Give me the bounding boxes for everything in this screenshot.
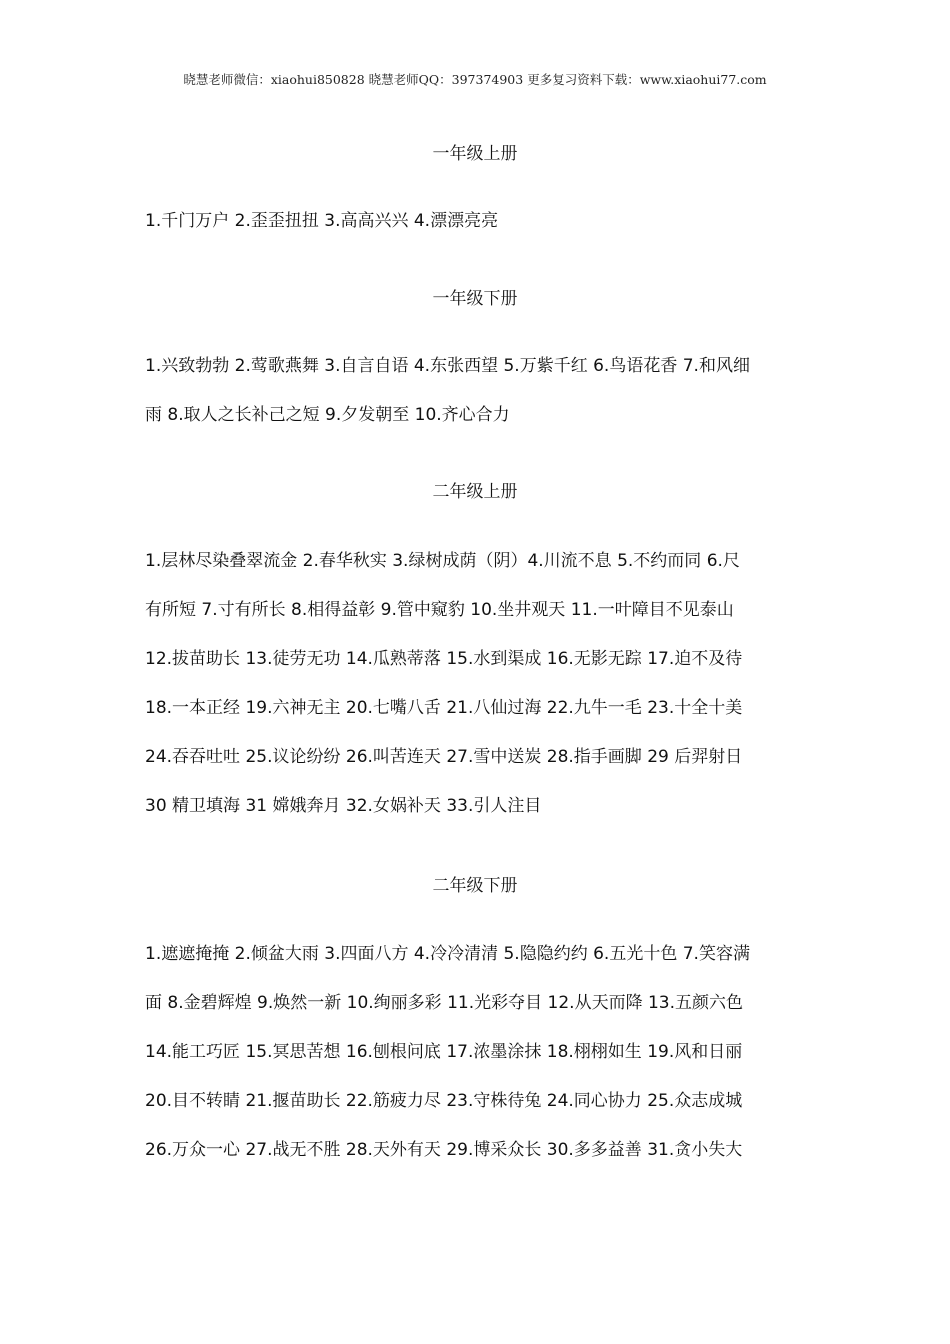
idiom-line: 26.万众一心 27.战无不胜 28.天外有天 29.博采众长 30.多多益善 31.贪小失大	[145, 1140, 743, 1160]
page-header: 晓慧老师微信：xiaohui850828 晓慧老师QQ：397374903 更多复习资料下载：www.xiaohui77.com	[183, 72, 767, 87]
idiom-line: 20.目不转睛 21.揠苗助长 22.筋疲力尽 23.守株待兔 24.同心协力 25.众志成城	[145, 1091, 743, 1111]
section-body-grade2-vol1	[145, 537, 805, 831]
idiom-line: 1.千门万户 2.歪歪扭扭 3.高高兴兴 4.漂漂亮亮	[145, 211, 499, 231]
section-title-grade1-vol1: 一年级上册	[432, 144, 518, 164]
idiom-line: 14.能工巧匠 15.冥思苦想 16.刨根问底 17.浓墨涂抹 18.栩栩如生 19.风和日丽	[145, 1042, 743, 1062]
section-title-grade2-vol1: 二年级上册	[432, 482, 518, 502]
idiom-line: 有所短 7.寸有所长 8.相得益彰 9.管中窥豹 10.坐井观天 11.一叶障目不见泰山	[145, 600, 734, 620]
idiom-line: 1.兴致勃勃 2.莺歌燕舞 3.自言自语 4.东张西望 5.万紫千红 6.鸟语花香 7.和风细	[145, 356, 750, 376]
section-title-grade1-vol2: 一年级下册	[432, 289, 518, 309]
section-body-grade1-vol2	[145, 342, 805, 440]
idiom-line: 面 8.金碧辉煌 9.焕然一新 10.绚丽多彩 11.光彩夺目 12.从天而降 13.五颜六色	[145, 993, 744, 1013]
section-body-grade2-vol2	[145, 930, 805, 1175]
section-body-grade1-vol1	[145, 197, 805, 246]
idiom-line: 24.吞吞吐吐 25.议论纷纷 26.叫苦连天 27.雪中送炭 28.指手画脚 29 后羿射日	[145, 747, 743, 767]
idiom-line: 1.层林尽染叠翠流金 2.春华秋实 3.绿树成荫（阴）4.川流不息 5.不约而同 6.尺	[145, 551, 740, 571]
section-title-grade2-vol2: 二年级下册	[432, 876, 518, 896]
idiom-line: 12.拔苗助长 13.徒劳无功 14.瓜熟蒂落 15.水到渠成 16.无影无踪 17.迫不及待	[145, 649, 743, 669]
idiom-line: 18.一本正经 19.六神无主 20.七嘴八舌 21.八仙过海 22.九牛一毛 23.十全十美	[145, 698, 743, 718]
idiom-line: 30 精卫填海 31 嫦娥奔月 32.女娲补天 33.引人注目	[145, 796, 542, 816]
idiom-line: 1.遮遮掩掩 2.倾盆大雨 3.四面八方 4.冷冷清清 5.隐隐约约 6.五光十色 7.笑容满	[145, 944, 750, 964]
idiom-line: 雨 8.取人之长补己之短 9.夕发朝至 10.齐心合力	[145, 405, 510, 425]
